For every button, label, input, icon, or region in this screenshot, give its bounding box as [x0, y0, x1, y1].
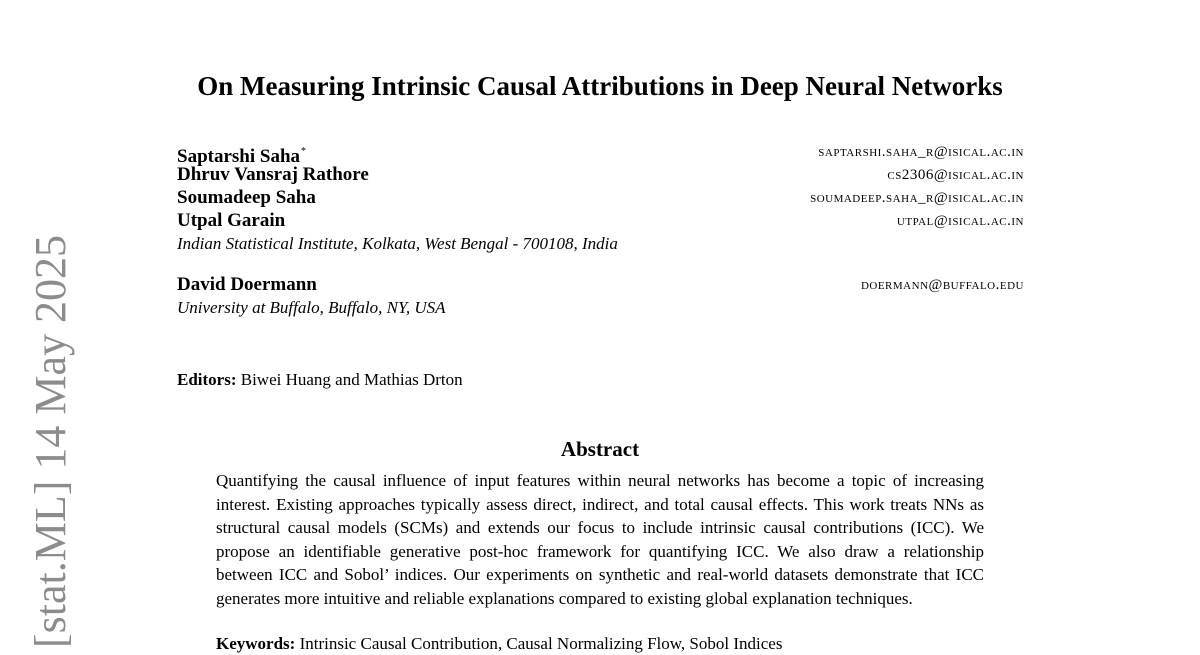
author-name: David Doermann	[177, 274, 317, 295]
author-name: Utpal Garain	[177, 210, 286, 231]
editors-label: Editors:	[177, 370, 237, 389]
author-name: Soumadeep Saha	[177, 187, 316, 208]
author-row	[177, 163, 1024, 186]
editors-names: Biwei Huang and Mathias Drton	[240, 370, 463, 389]
author-email[interactable]: doermann@buffalo.edu	[860, 277, 1024, 293]
keywords-line	[216, 632, 782, 655]
keywords-label: Keywords:	[216, 634, 296, 653]
author-affiliation: University at Buffalo, Buffalo, NY, USA	[177, 298, 446, 317]
author-row	[177, 186, 1024, 209]
author-group-isi	[177, 140, 1024, 255]
author-row	[177, 209, 1024, 232]
keywords-text: Intrinsic Causal Contribution, Causal Normalizing Flow, Sobol Indices	[299, 634, 783, 653]
abstract-heading: Abstract	[560, 437, 640, 461]
author-email[interactable]: utpal@isical.ac.in	[896, 213, 1024, 229]
footnote-mark: *	[301, 146, 307, 157]
author-affiliation: Indian Statistical Institute, Kolkata, West Bengal - 700108, India	[177, 234, 618, 253]
author-group-buffalo	[177, 273, 1024, 319]
author-row	[177, 273, 1024, 296]
abstract-text: Quantifying the causal influence of input features within neural networks has become a topic of increasing interest. Existing approaches typically assess direct, indirect, and total causal effects. This work treats NNs as structural causal models (SCMs) and extends our focus to include intrinsic causal contributions (ICC). We propose an identifiable generative post-hoc framework for quantifying ICC. We also draw a relationship between ICC and Sobol’ indices. Our experiments on synthetic and real-world datasets demonstrate that ICC generates more intuitive and reliable explanations compared to existing global explanation techniques.	[216, 471, 984, 608]
author-email[interactable]: soumadeep.saha_r@isical.ac.in	[810, 190, 1024, 206]
author-row	[177, 140, 1024, 167]
arxiv-identifier-stamp: [stat.ML] 14 May 2025	[26, 234, 75, 648]
author-email[interactable]: cs2306@isical.ac.in	[887, 167, 1024, 183]
author-name: Saptarshi Saha*	[177, 146, 307, 167]
author-name: Dhruv Vansraj Rathore	[177, 164, 369, 185]
editors-line	[177, 368, 463, 391]
author-email[interactable]: saptarshi.saha_r@isical.ac.in	[818, 144, 1024, 160]
paper-title: On Measuring Intrinsic Causal Attributions in Deep Neural Networks	[197, 71, 1003, 101]
